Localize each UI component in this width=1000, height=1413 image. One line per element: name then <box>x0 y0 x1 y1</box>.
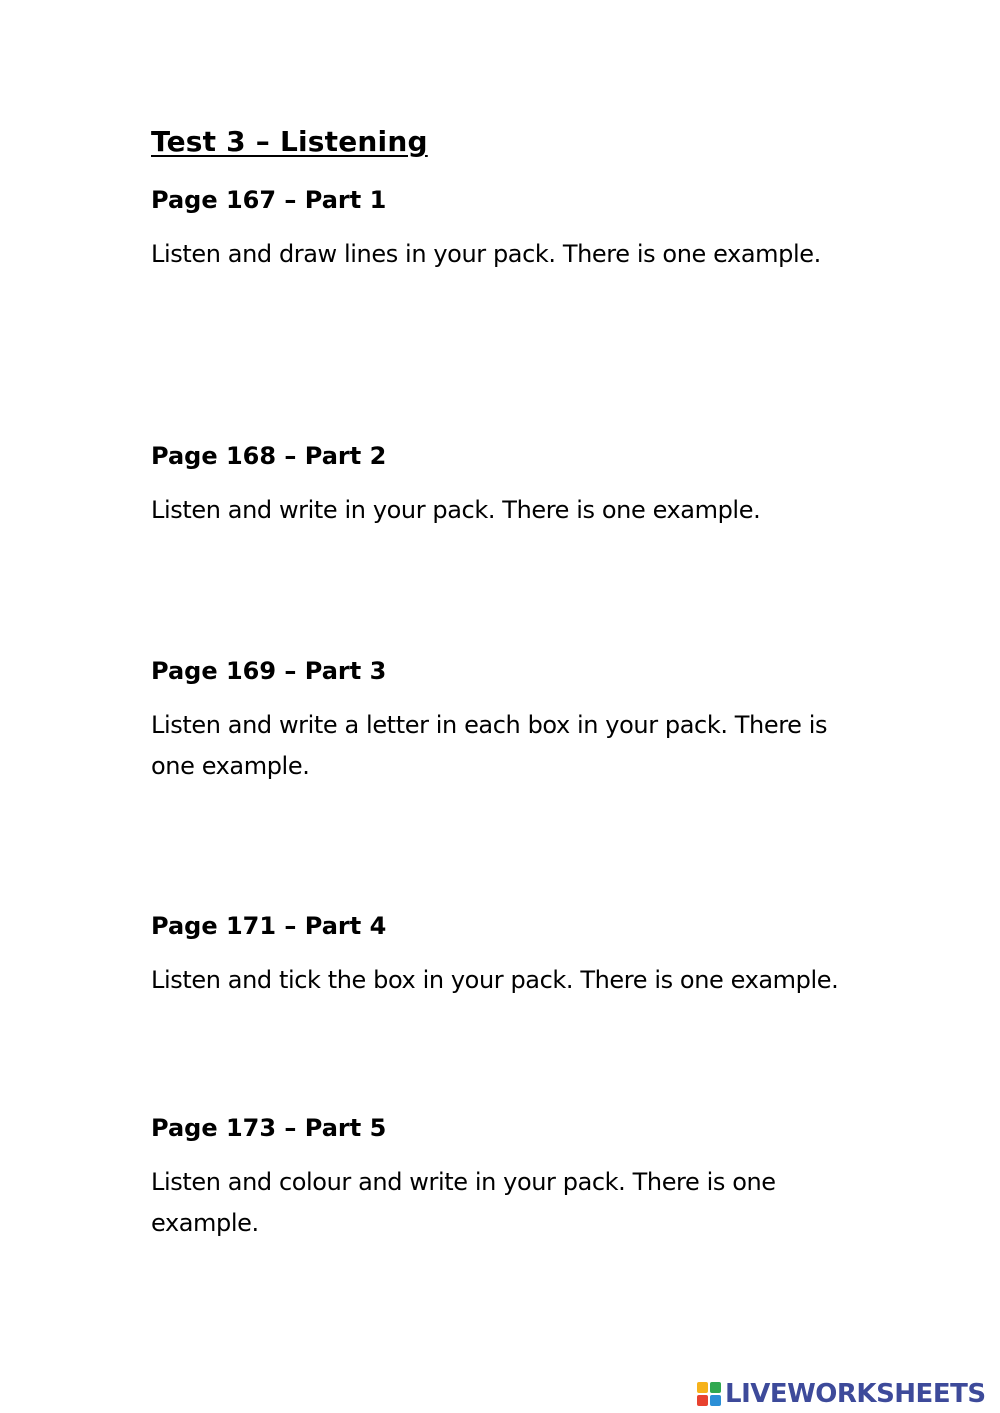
section-instruction: Listen and draw lines in your pack. There is one example. <box>151 240 821 268</box>
liveworksheets-logo <box>697 1380 986 1408</box>
section-instruction: Listen and colour and write in your pack. There is one example. <box>151 1168 776 1237</box>
section-instruction: Listen and tick the box in your pack. There is one example. <box>151 966 839 994</box>
logo-mark-icon <box>697 1382 721 1406</box>
section-heading: Page 167 – Part 1 <box>151 186 387 214</box>
section-heading: Page 171 – Part 4 <box>151 912 387 940</box>
section-heading: Page 168 – Part 2 <box>151 442 387 470</box>
page-title: Test 3 – Listening <box>151 125 428 158</box>
logo-text: LIVEWORKSHEETS <box>725 1379 986 1409</box>
section-heading: Page 173 – Part 5 <box>151 1114 387 1142</box>
section-heading: Page 169 – Part 3 <box>151 657 387 685</box>
section-instruction: Listen and write in your pack. There is one example. <box>151 496 761 524</box>
section-instruction: Listen and write a letter in each box in your pack. There is one example. <box>151 711 828 780</box>
